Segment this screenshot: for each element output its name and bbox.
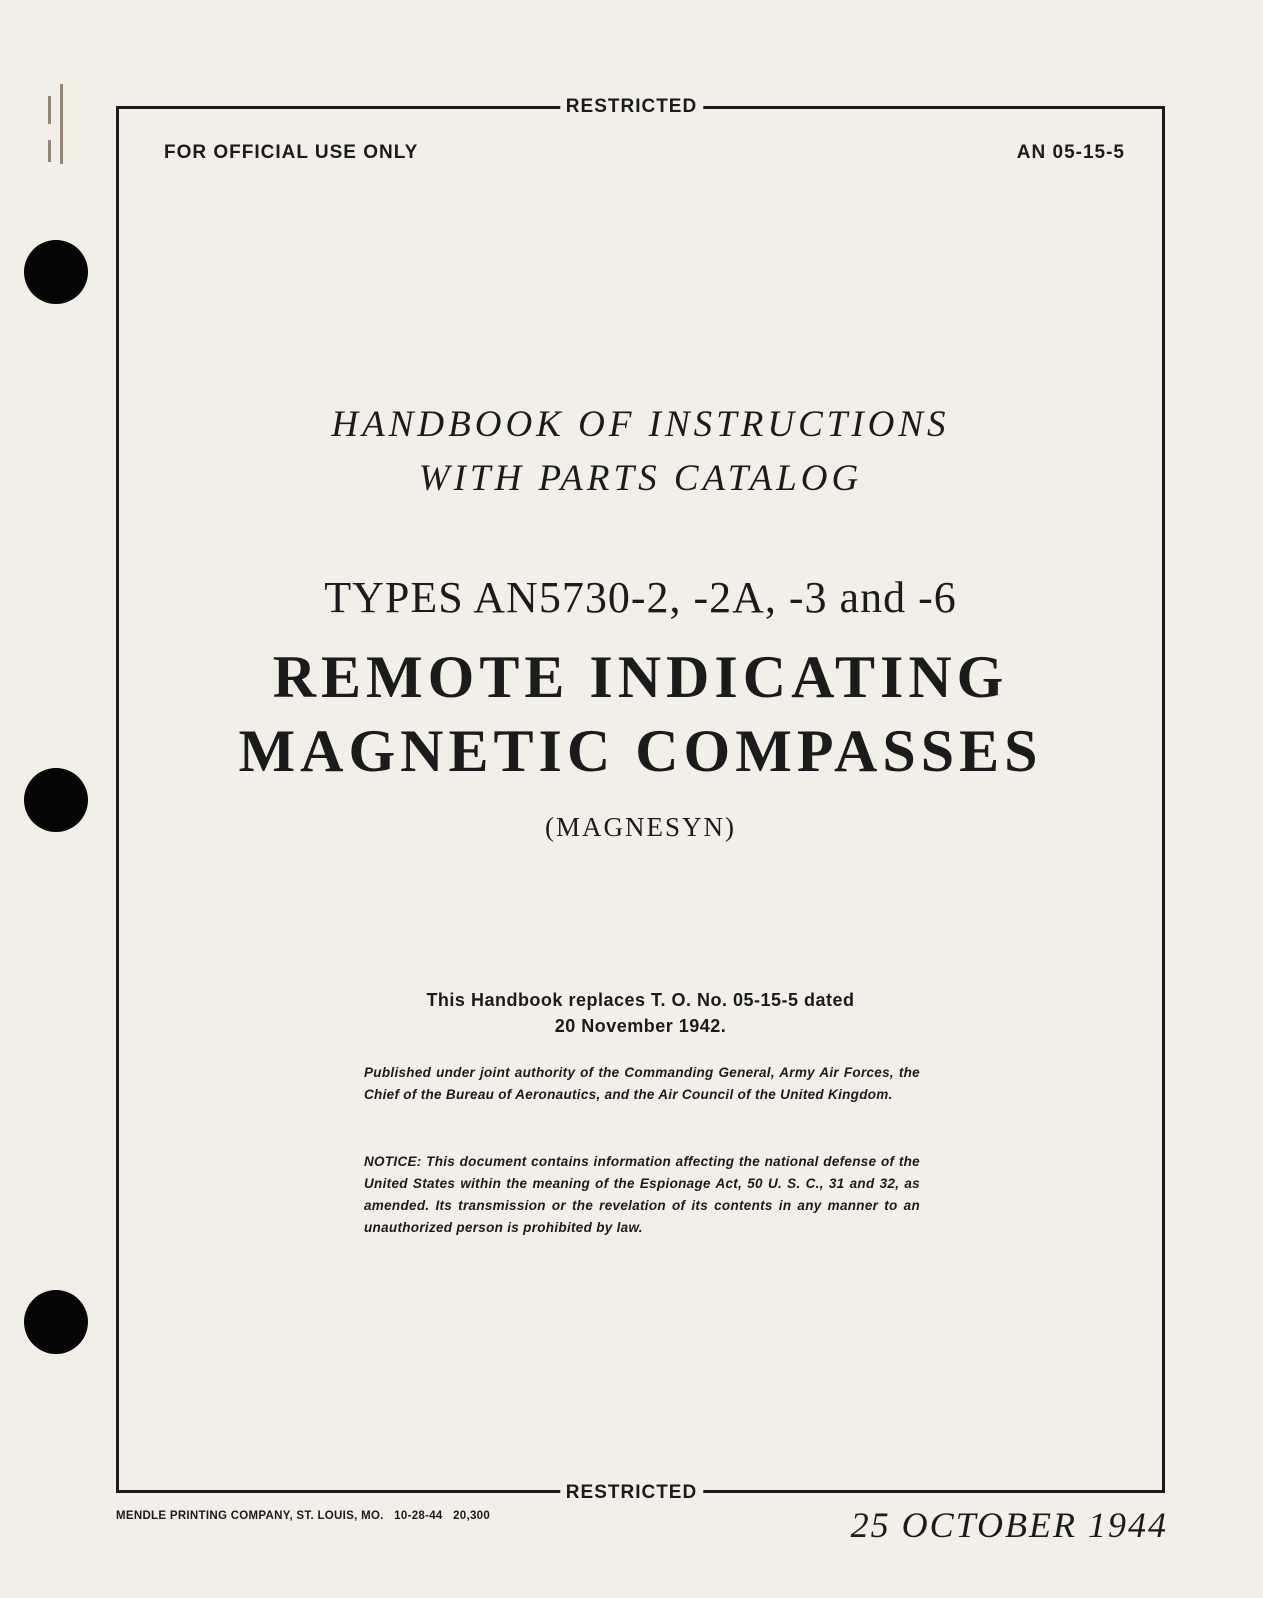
printer-imprint: MENDLE PRINTING COMPANY, ST. LOUIS, MO. 10-28-44 20,300	[116, 1510, 491, 1522]
binding-mark	[48, 140, 51, 162]
official-use-label: FOR OFFICIAL USE ONLY	[164, 142, 419, 163]
published-authority: Published under joint authority of the Commanding General, Army Air Forces, the Chief of the Bureau of Aeronautics, and the Air Council of the United Kingdom.	[364, 1065, 920, 1102]
binding-mark	[48, 96, 51, 124]
classification-bottom: RESTRICTED	[560, 1481, 703, 1505]
replaces-line1: This Handbook replaces T. O. No. 05-15-5 dated	[426, 990, 855, 1010]
binding-mark	[60, 84, 63, 164]
punch-hole-top	[24, 240, 88, 304]
replaces-notice	[116, 987, 1165, 1039]
types-line: TYPES AN5730-2, -2A, -3 and -6	[324, 573, 957, 622]
page-border	[116, 106, 1165, 1493]
handbook-title	[116, 398, 1165, 506]
main-title-line2: MAGNETIC COMPASSES	[238, 718, 1043, 784]
espionage-notice: NOTICE: This document contains information affecting the national defense of the United States within the meaning of the Espionage Act, 50 U. S. C., 31 and 32, as amended. Its transmission or the revelation of its contents in any manner to an unauthorized person is prohibited by law.	[364, 1154, 920, 1235]
publication-date: 25 OCTOBER 1944	[850, 1505, 1168, 1545]
replaces-line2: 20 November 1942.	[554, 1016, 727, 1036]
main-title-line1: REMOTE INDICATING	[272, 644, 1009, 710]
handbook-title-line2: WITH PARTS CATALOG	[418, 458, 863, 499]
punch-hole-bottom	[24, 1290, 88, 1354]
classification-top: RESTRICTED	[560, 95, 703, 119]
document-number: AN 05-15-5	[1016, 142, 1125, 163]
handbook-title-line1: HANDBOOK OF INSTRUCTIONS	[331, 404, 950, 445]
main-title	[116, 640, 1165, 788]
punch-hole-middle	[24, 768, 88, 832]
subtitle: (MAGNESYN)	[545, 812, 736, 842]
